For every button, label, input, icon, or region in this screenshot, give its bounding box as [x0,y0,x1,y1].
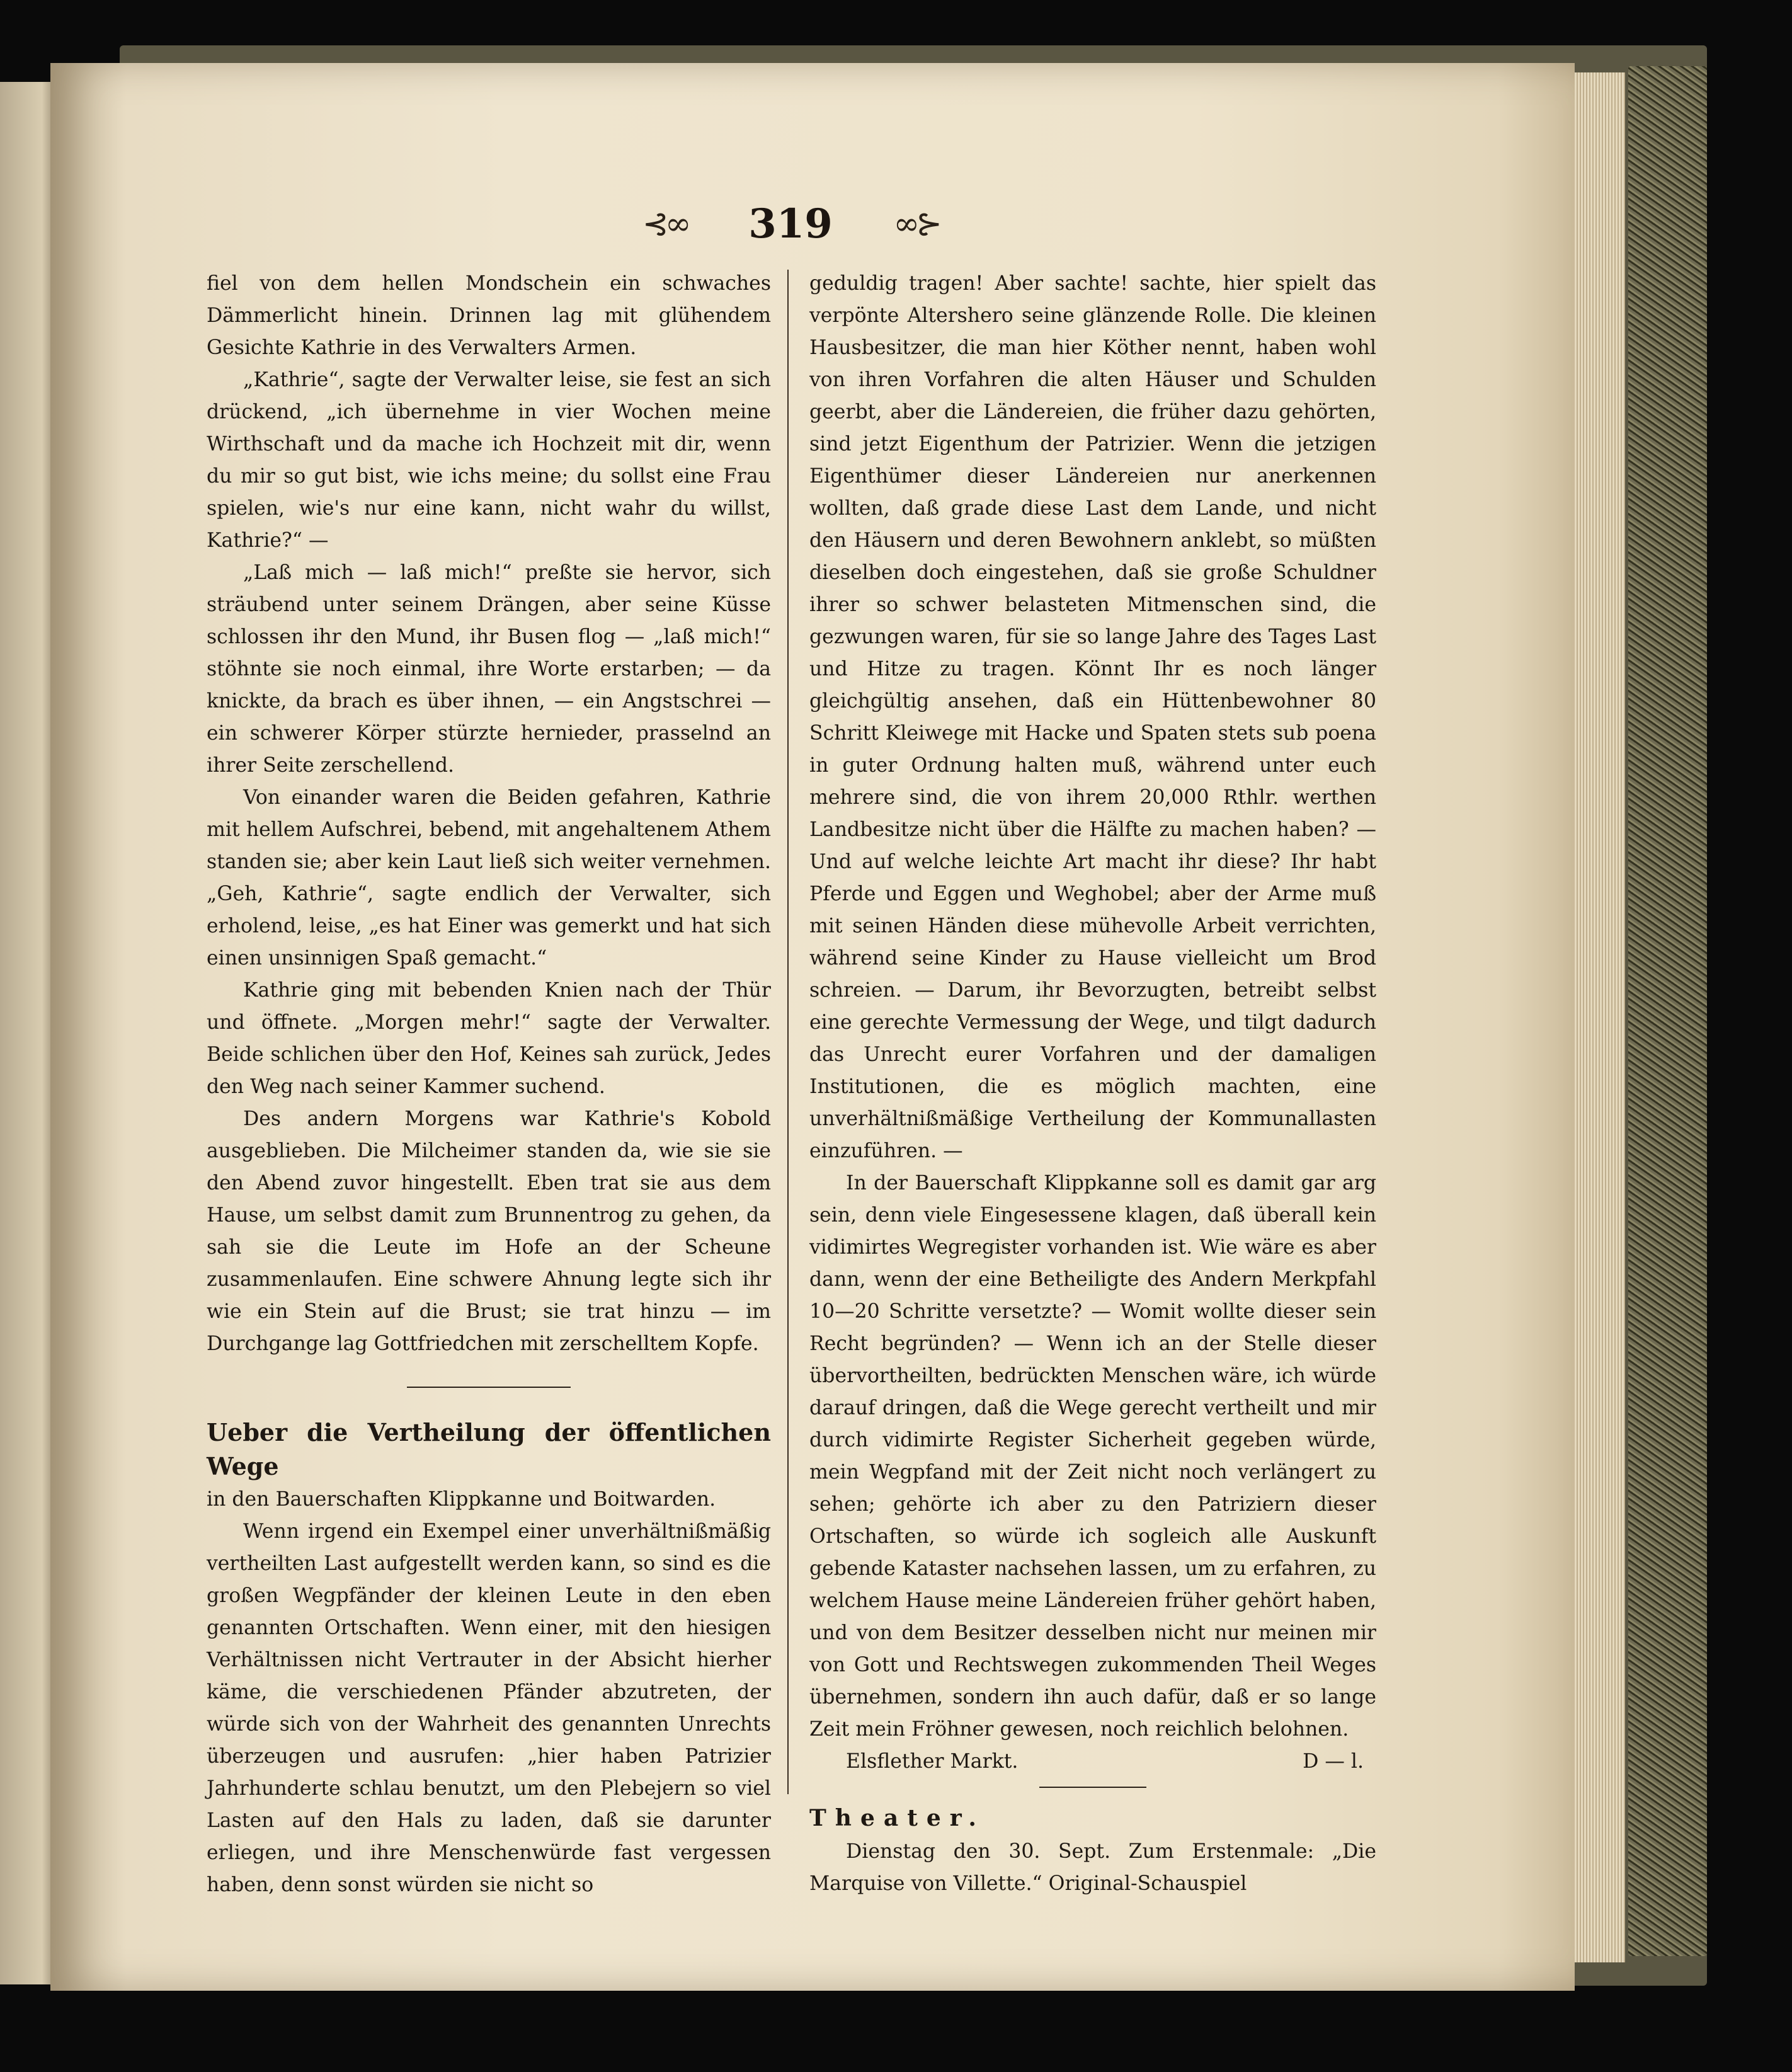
signature-place: Elsflether Markt. [846,1750,1019,1773]
paragraph: „Laß mich — laß mich!“ preßte sie hervor, sich sträubend unter seinem Drängen, aber seine Küsse schlossen ihr den Mund, ihr Busen flog — „laß mich!“ stöhnte sie noch einmal, ihre Worte erstarben; — da knickte, da brach es über ihnen, — ein Angstschrei — ein schwerer Körper stürzte hernieder, prasselnd an ihrer Seite zerschellend. [207,561,771,777]
ornament-left-icon: ⊰∞ [642,205,688,242]
paragraph: Kathrie ging mit bebenden Knien nach der Thür und öffnete. „Morgen mehr!“ sagte der Verwalter. Beide schlichen über den Hof, Keines sah zurück, Jedes den Weg nach seiner Kammer suchend. [207,979,771,1098]
paragraph: Von einander waren die Beiden gefahren, Kathrie mit hellem Aufschrei, bebend, mit angehaltenem Athem standen sie; aber kein Laut ließ sich weiter vernehmen. „Geh, Kathrie“, sagte endlich der Verwalter, sich erholend, leise, „es hat Einer was gemerkt und hat sich einen unsinnigen Spaß gemacht.“ [207,786,771,970]
section-divider [1039,1787,1146,1788]
section-divider [407,1387,571,1388]
column-divider [787,270,789,1794]
signature-line [809,1746,1376,1778]
marbled-cover-edge [1628,66,1707,1956]
paragraph: „Kathrie“, sagte der Verwalter leise, sie fest an sich drückend, „ich übernehme in vier Wochen meine Wirthschaft und da mache ich Hochzeit mit dir, wenn du mir so gut bist, wie ichs meine; du sollst eine Frau spielen, wie's nur eine kann, nicht wahr du willst, Kathrie?“ — [207,369,771,552]
ornament-right-icon: ∞⊱ [893,205,939,242]
section-title: Theater. [809,1805,985,1831]
left-column [207,268,771,1901]
section-subtitle: in den Bauerschaften Klippkanne und Boitwarden. [207,1488,716,1511]
paragraph: Dienstag den 30. Sept. Zum Erstenmale: „Die Marquise von Villette.“ Original-Schauspiel [809,1840,1376,1895]
section-title: Ueber die Vertheilung der öffentlichen Wege [207,1418,771,1480]
page-header [642,195,939,252]
page-number: 319 [748,200,833,248]
right-column [809,268,1376,1900]
paragraph: Des andern Morgens war Kathrie's Kobold ausgeblieben. Die Milcheimer standen da, wie sie sie den Abend zuvor hingestellt. Eben trat sie aus dem Hause, um selbst damit zum Brunnentrog zu gehen, da sah sie die Leute im Hofe an der Scheune zusammenlaufen. Eine schwere Ahnung legte sich ihr wie ein Stein auf die Brust; sie trat hinzu — im Durchgange lag Gottfriedchen mit zerschelltem Kopfe. [207,1108,771,1355]
paragraph: In der Bauerschaft Klippkanne soll es damit gar arg sein, denn viele Eingesessene klagen, daß überall kein vidimirtes Wegregister vorhanden ist. Wie wäre es aber dann, wenn der eine Betheiligte des Andern Merkpfahl 10—20 Schritte versetzte? — Womit wollte dieser sein Recht begründen? — Wenn ich an der Stelle dieser übervortheilten, bedrückten Menschen wäre, ich würde darauf dringen, daß die Wege gerecht vertheilt und mir durch vidimirte Register Sicherheit gegeben würde, mein Wegpfand mit der Zeit nicht noch verlängert zu sehen; gehörte ich aber zu den Patriziern dieser Ortschaften, so würde ich sogleich alle Auskunft gebende Kataster nachsehen lassen, um zu erfahren, zu welchem Hause meine Ländereien früher gehört haben, und von dem Besitzer desselben nicht nur meinen mir von Gott und Rechtswegen zukommenden Theil Weges übernehmen, sondern ihn auch dafür, daß er so lange Zeit mein Fröhner gewesen, noch reichlich belohnen. [809,1172,1376,1741]
paragraph: geduldig tragen! Aber sachte! sachte, hier spielt das verpönte Altershero seine glänzende Rolle. Die kleinen Hausbesitzer, die man hier Köther nennt, haben wohl von ihren Vorfahren die alten Häuser und Schulden geerbt, aber die Ländereien, die früher dazu gehörten, sind jetzt Eigenthum der Patrizier. Wenn die jetzigen Eigenthümer dieser Ländereien nur anerkennen wollten, daß grade diese Last dem Lande, und nicht den Häusern und deren Bewohnern anklebt, so müßten dieselben doch eingestehen, daß sie große Schuldner ihrer so schwer belasteten Mitmenschen sind, die gezwungen waren, für sie so lange Jahre des Tages Last und Hitze zu tragen. Könnt Ihr es noch länger gleichgültig ansehen, daß ein Hüttenbewohner 80 Schritt Kleiwege mit Hacke und Spaten stets sub poena in guter Ordnung halten muß, während unter euch mehrere sind, die von ihrem 20,000 Rthlr. werthen Landbesitze nicht über die Hälfte zu machen haben? — Und auf welche leichte Art macht ihr diese? Ihr habt Pferde und Eggen und Weghobel; aber der Arme muß mit seinen Händen diese mühevolle Arbeit verrichten, während seine Kinder zu Hause vielleicht um Brod schreien. — Darum, ihr Bevorzugten, betreibt selbst eine gerechte Vermessung der Wege, und tilgt dadurch das Unrecht eurer Vorfahren und der damaligen Institutionen, die es möglich machten, eine unverhältnißmäßige Vertheilung der Kommunallasten einzuführen. — [809,272,1376,1162]
signature-author: D — l. [1303,1750,1364,1773]
paragraph: Wenn irgend ein Exempel einer unverhältnißmäßig vertheilten Last aufgestellt werden kann, so sind es die großen Wegpfänder der kleinen Leute in den eben genannten Ortschaften. Wenn einer, mit den hiesigen Verhältnissen nicht Vertrauter in der Absicht hierher käme, die verschiedenen Pfänder abzutreten, der würde sich von der Wahrheit des genannten Unrechts überzeugen und ausrufen: „hier haben Patrizier Jahrhunderte schlau benutzt, um den Plebejern so viel Lasten auf den Hals zu laden, daß sie darunter erliegen, und ihre Menschenwürde fast vergessen haben, denn sonst würden sie nicht so [207,1520,771,1896]
paragraph: fiel von dem hellen Mondschein ein schwaches Dämmerlicht hinein. Drinnen lag mit glühendem Gesichte Kathrie in des Verwalters Armen. [207,272,771,359]
